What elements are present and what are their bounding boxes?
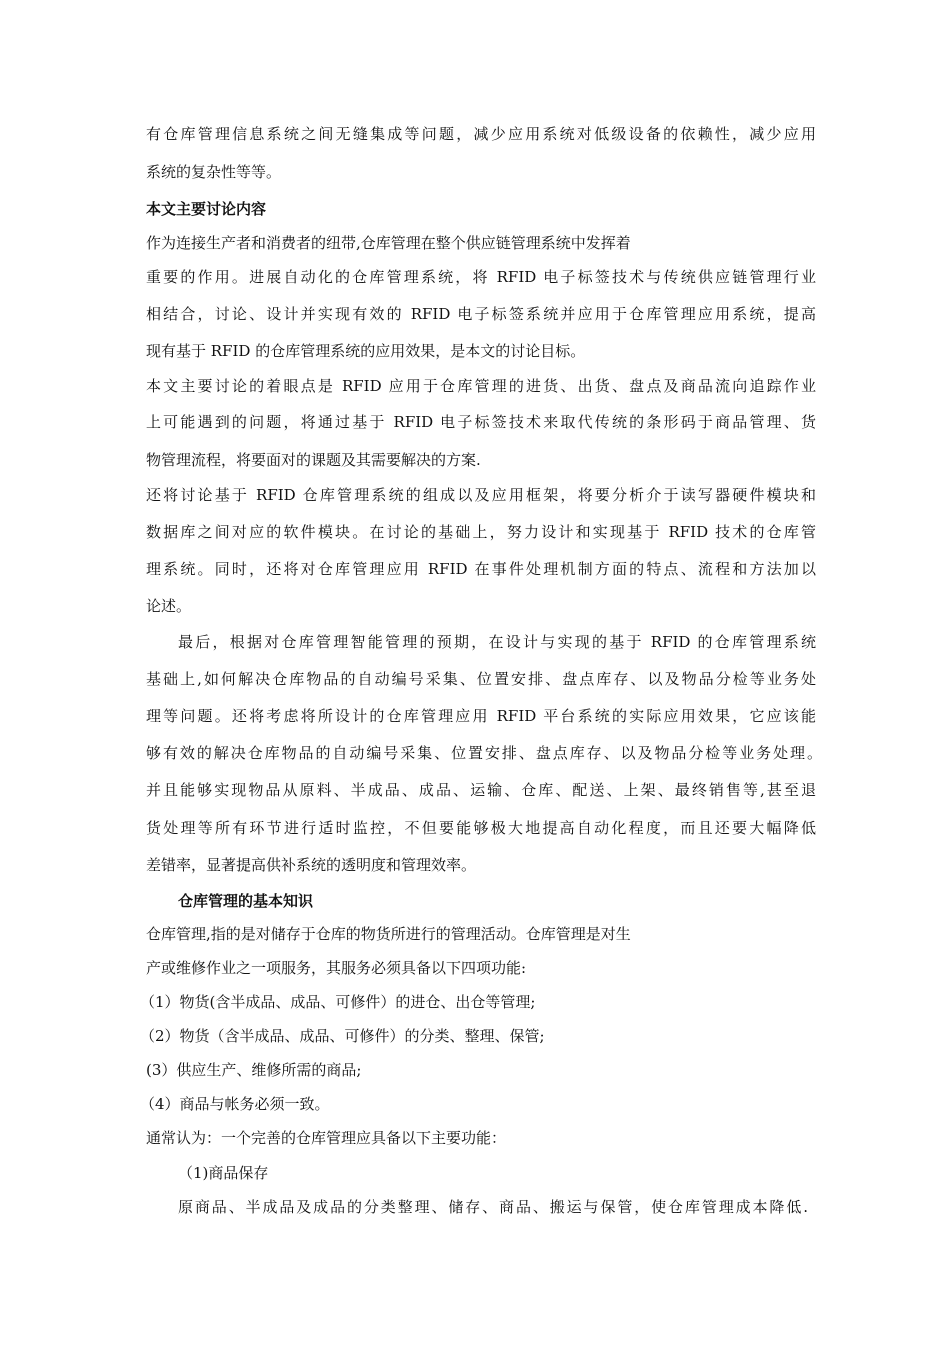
body-text-line: 系统的复杂性等等。	[146, 163, 282, 181]
body-text-line: 相结合，讨论、设计并实现有效的 RFID 电子标签系统并应用于仓库管理应用系统，提高	[146, 305, 816, 323]
body-text-line: 通常认为：一个完善的仓库管理应具备以下主要功能：	[146, 1129, 507, 1147]
body-text-line: 有仓库管理信息系统之间无缝集成等问题，减少应用系统对低级设备的依赖性，减少应用	[146, 125, 816, 143]
list-item: （4）商品与帐务必须一致。	[140, 1095, 330, 1113]
list-item: （1）物货(含半成品、成品、可修件）的进仓、出仓等管理;	[140, 993, 536, 1011]
body-text-line: 现有基于 RFID 的仓库管理系统的应用效果，是本文的讨论目标。	[146, 342, 586, 360]
body-text-line: 理系统。同时，还将对仓库管理应用 RFID 在事件处理机制方面的特点、流程和方法加以	[146, 560, 816, 578]
body-text-line: 作为连接生产者和消费者的纽带,仓库管理在整个供应链管理系统中发挥着	[146, 234, 631, 252]
body-text-line: 货处理等所有环节进行适时监控，不但要能够极大地提高自动化程度，而且还要大幅降低	[146, 819, 816, 837]
body-text-line: 差错率，显著提高供补系统的透明度和管理效率。	[146, 856, 477, 874]
body-text-line: 基础上,如何解决仓库物品的自动编号采集、位置安排、盘点库存、以及物品分检等业务处	[146, 670, 816, 688]
body-text-line: 产或维修作业之一项服务，其服务必须具备以下四项功能:	[146, 959, 527, 977]
subsection-heading: （1)商品保存	[178, 1164, 269, 1182]
body-text-line: 原商品、半成品及成品的分类整理、储存、商品、搬运与保管，使仓库管理成本降低.	[178, 1198, 808, 1216]
body-text-line: 数据库之间对应的软件模块。在讨论的基础上，努力设计和实现基于 RFID 技术的仓库管	[146, 523, 816, 541]
list-item: （2）物货（含半成品、成品、可修件）的分类、整理、保管;	[140, 1027, 545, 1045]
body-text-line: 并且能够实现物品从原料、半成品、成品、运输、仓库、配送、上架、最终销售等,甚至退	[146, 781, 816, 799]
body-text-line: 论述。	[146, 597, 192, 615]
body-text-line: 最后，根据对仓库管理智能管理的预期，在设计与实现的基于 RFID 的仓库管理系统	[178, 633, 816, 651]
body-text-line: 理等问题。还将考虑将所设计的仓库管理应用 RFID 平台系统的实际应用效果，它应该能	[146, 707, 816, 725]
body-text-line: 还将讨论基于 RFID 仓库管理系统的组成以及应用框架，将要分析介于读写器硬件模块和	[146, 486, 816, 504]
list-item: (3）供应生产、维修所需的商品;	[146, 1061, 362, 1079]
body-text-line: 仓库管理,指的是对储存于仓库的物货所进行的管理活动。仓库管理是对生	[146, 925, 631, 943]
body-text-line: 重要的作用。进展自动化的仓库管理系统，将 RFID 电子标签技术与传统供应链管理行业	[146, 268, 816, 286]
body-text-line: 本文主要讨论的着眼点是 RFID 应用于仓库管理的进货、出货、盘点及商品流向追踪作业	[146, 377, 816, 395]
section-heading: 仓库管理的基本知识	[178, 892, 314, 910]
body-text-line: 够有效的解决仓库物品的自动编号采集、位置安排、盘点库存、以及物品分检等业务处理。	[146, 744, 822, 762]
body-text-line: 上可能遇到的问题，将通过基于 RFID 电子标签技术来取代传统的条形码于商品管理、货	[146, 413, 816, 431]
section-heading: 本文主要讨论内容	[146, 200, 267, 218]
body-text-line: 物管理流程，将要面对的课题及其需要解决的方案.	[146, 451, 481, 469]
